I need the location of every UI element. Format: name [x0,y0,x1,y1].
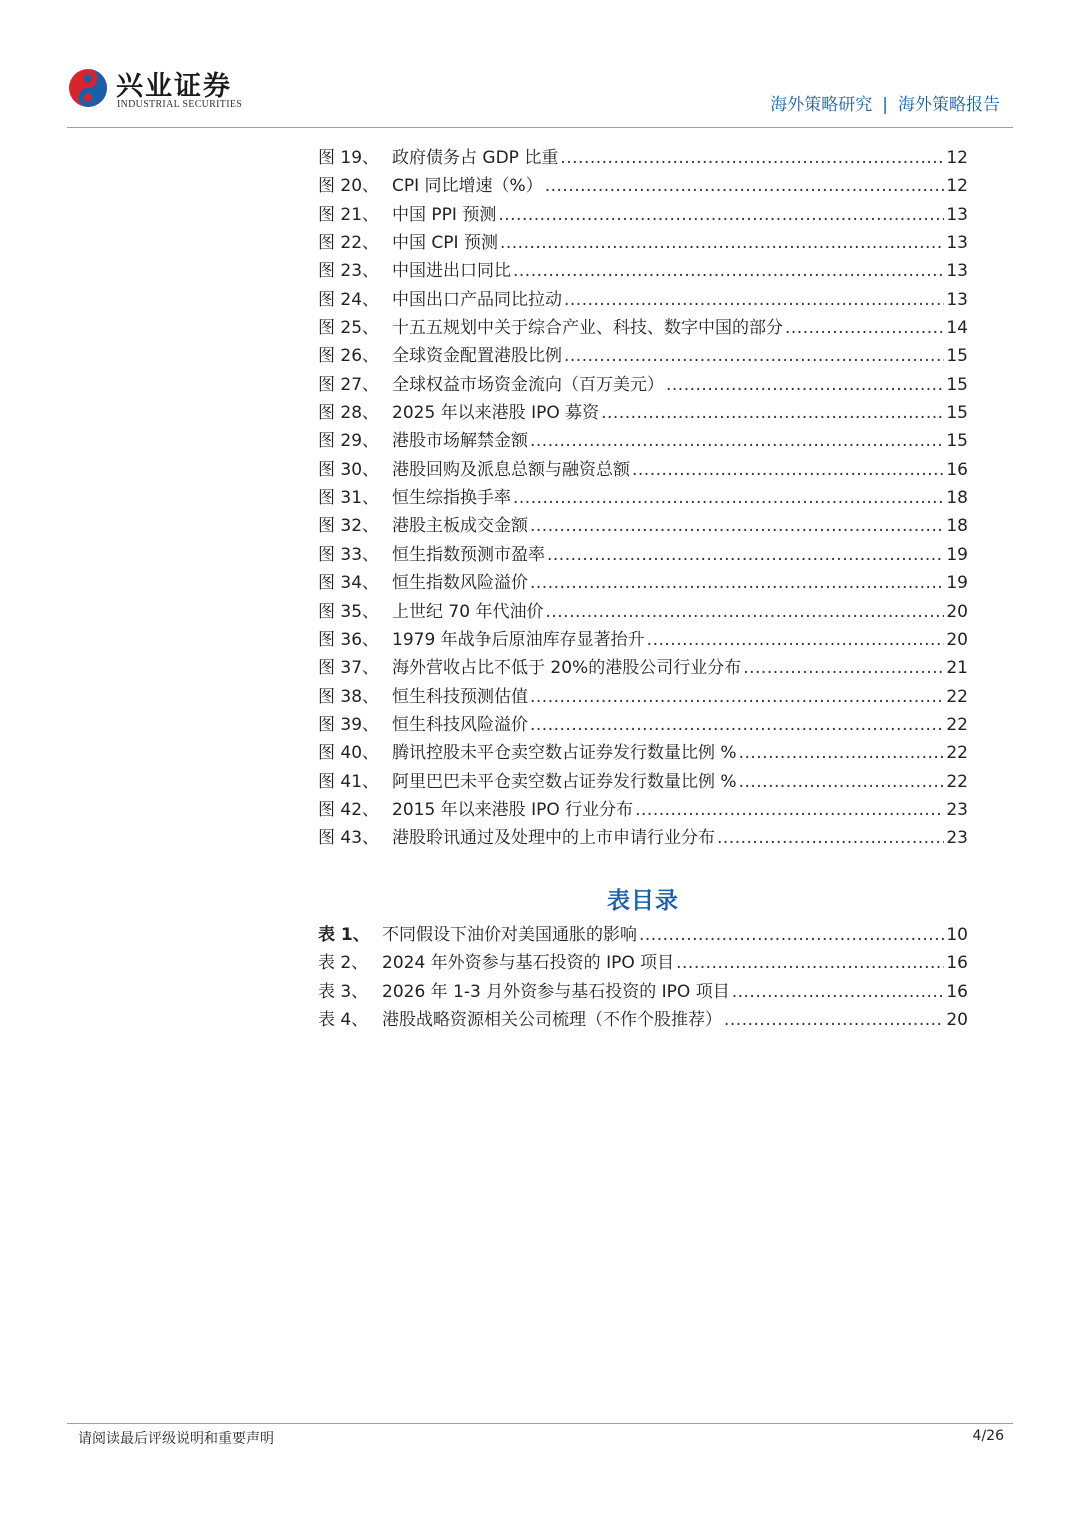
dot-leader [639,921,944,949]
brand-name-cn: 兴业证券 [116,71,232,102]
entry-title: 中国 PPI 预测 [392,204,497,225]
figure-toc-entry[interactable] [318,144,968,172]
figure-toc-entry[interactable] [318,286,968,314]
entry-number: 图 36、 [318,629,380,650]
entry-title: 海外营收占比不低于 20%的港股公司行业分布 [392,658,742,679]
entry-number: 图 30、 [318,459,380,480]
entry-page-number: 23 [946,799,968,820]
figure-toc-entry[interactable] [318,257,968,285]
dot-leader [739,739,945,767]
entry-page-number: 19 [946,573,968,594]
report-type-label: 海外策略报告 [898,95,1000,115]
industrial-securities-logo-icon [68,68,108,108]
entry-number: 表 1、 [318,925,370,945]
dot-leader [635,796,944,824]
dot-leader [666,371,944,399]
entry-title: 中国进出口同比 [392,261,511,282]
entry-title: 全球权益市场资金流向（百万美元） [392,374,664,395]
figure-toc-entry[interactable] [318,172,968,200]
entry-title: 港股主板成交金额 [392,516,528,537]
figure-toc-entry[interactable] [318,371,968,399]
entry-page-number: 19 [946,544,968,565]
entry-page-number: 16 [946,953,968,974]
entry-number: 图 19、 [318,148,380,168]
entry-page-number: 13 [946,261,968,282]
entry-number: 图 39、 [318,714,380,735]
entry-title: 2026 年 1-3 月外资参与基石投资的 IPO 项目 [382,981,730,1002]
entry-page-number: 20 [946,601,968,622]
entry-page-number: 18 [946,488,968,509]
entry-title: 恒生科技预测估值 [392,686,528,707]
entry-number: 图 42、 [318,799,380,820]
entry-number: 图 28、 [318,403,380,424]
brand-name-en: INDUSTRIAL SECURITIES [117,99,243,110]
entry-number: 图 20、 [318,176,380,197]
entry-title: 阿里巴巴未平仓卖空数占证券发行数量比例 % [392,771,737,792]
table-toc-entry[interactable] [318,1006,968,1034]
entry-title: 恒生综指换手率 [392,488,511,509]
entry-title: 上世纪 70 年代油价 [392,601,544,622]
dot-leader [530,512,944,540]
entry-number: 图 34、 [318,573,380,594]
entry-page-number: 21 [946,658,968,679]
entry-number: 图 40、 [318,743,380,764]
dot-leader [724,1006,944,1034]
figure-toc-entry[interactable] [318,399,968,427]
figure-toc-entry[interactable] [318,541,968,569]
figure-toc-entry[interactable] [318,342,968,370]
entry-page-number: 16 [946,981,968,1002]
dot-leader [601,399,944,427]
figure-toc-entry[interactable] [318,456,968,484]
figure-toc-entry[interactable] [318,484,968,512]
figure-toc-entry[interactable] [318,711,968,739]
entry-page-number: 20 [946,1010,968,1031]
entry-number: 图 23、 [318,261,380,282]
entry-number: 图 27、 [318,374,380,395]
figure-toc-entry[interactable] [318,768,968,796]
dot-leader [647,626,945,654]
figure-toc-entry[interactable] [318,626,968,654]
table-toc-entry[interactable] [318,921,968,949]
entry-title: 1979 年战争后原油库存显著抬升 [392,629,645,650]
figure-toc-entry[interactable] [318,598,968,626]
entry-number: 图 26、 [318,346,380,367]
entry-page-number: 18 [946,516,968,537]
figure-toc-entry[interactable] [318,201,968,229]
table-toc [318,921,968,1034]
entry-title: 恒生科技风险溢价 [392,714,528,735]
entry-title: 政府债务占 GDP 比重 [392,148,559,168]
dot-leader [530,427,944,455]
entry-page-number: 22 [946,743,968,764]
entry-page-number: 20 [946,629,968,650]
entry-number: 图 35、 [318,601,380,622]
entry-title: 恒生指数预测市盈率 [392,544,545,565]
header-divider [67,127,1013,128]
entry-page-number: 12 [946,148,968,168]
dot-leader [530,683,944,711]
entry-number: 图 22、 [318,233,380,254]
entry-number: 图 29、 [318,431,380,452]
figure-toc-entry[interactable] [318,683,968,711]
entry-title: 港股回购及派息总额与融资总额 [392,459,630,480]
entry-page-number: 15 [946,374,968,395]
footer-divider [67,1423,1013,1424]
entry-number: 表 4、 [318,1010,369,1031]
dot-leader [560,144,944,172]
figure-toc-entry[interactable] [318,569,968,597]
figure-toc-entry[interactable] [318,739,968,767]
dot-leader [530,711,944,739]
entry-title: 中国 CPI 预测 [392,233,498,254]
entry-page-number: 15 [946,346,968,367]
entry-number: 图 32、 [318,516,380,537]
entry-title: 2025 年以来港股 IPO 募资 [392,403,600,424]
entry-title: 港股战略资源相关公司梳理（不作个股推荐） [382,1010,722,1031]
entry-number: 图 25、 [318,318,380,339]
dot-leader [739,768,945,796]
entry-page-number: 22 [946,771,968,792]
dot-leader [513,257,944,285]
figure-toc-entry[interactable] [318,229,968,257]
entry-title: 全球资金配置港股比例 [392,346,562,367]
figure-toc-entry[interactable] [318,824,968,852]
figure-toc-entry[interactable] [318,796,968,824]
entry-title: 中国出口产品同比拉动 [392,289,562,310]
entry-title: 腾讯控股未平仓卖空数占证券发行数量比例 % [392,743,737,764]
entry-page-number: 15 [946,403,968,424]
table-toc-entry[interactable] [318,949,968,977]
entry-page-number: 16 [946,459,968,480]
entry-number: 图 38、 [318,686,380,707]
entry-page-number: 23 [946,828,968,849]
entry-page-number: 13 [946,289,968,310]
dot-leader [676,949,944,977]
dot-leader [632,456,944,484]
dot-leader [545,598,944,626]
dot-leader [498,201,944,229]
report-category [770,90,1000,115]
tables-heading: 表目录 [607,888,679,914]
entry-page-number: 15 [946,431,968,452]
table-toc-entry[interactable] [318,978,968,1006]
figure-toc-entry[interactable] [318,654,968,682]
entry-title: 不同假设下油价对美国通胀的影响 [382,925,637,945]
entry-number: 图 37、 [318,658,380,679]
footer-disclaimer: 请阅读最后评级说明和重要声明 [78,1431,274,1447]
entry-page-number: 13 [946,233,968,254]
entry-number: 图 21、 [318,204,380,225]
entry-number: 表 2、 [318,953,369,974]
entry-title: 港股市场解禁金额 [392,431,528,452]
entry-title: 恒生指数风险溢价 [392,573,528,594]
entry-title: 2015 年以来港股 IPO 行业分布 [392,799,634,820]
entry-title: 十五五规划中关于综合产业、科技、数字中国的部分 [392,318,783,339]
entry-title: 2024 年外资参与基石投资的 IPO 项目 [382,953,675,974]
dot-leader [785,314,944,342]
entry-number: 表 3、 [318,981,369,1002]
entry-number: 图 43、 [318,828,380,849]
figure-toc [318,144,968,853]
entry-number: 图 33、 [318,544,380,565]
dot-leader [564,286,944,314]
dot-leader [743,654,944,682]
dot-leader [564,342,944,370]
dot-leader [547,541,944,569]
figure-toc-entry[interactable] [318,427,968,455]
entry-number: 图 41、 [318,771,380,792]
dot-leader [545,172,945,200]
entry-page-number: 22 [946,686,968,707]
figure-toc-entry[interactable] [318,314,968,342]
dot-leader [513,484,944,512]
entry-number: 图 24、 [318,289,380,310]
entry-page-number: 10 [946,925,968,945]
entry-page-number: 13 [946,204,968,225]
dot-leader [717,824,944,852]
entry-title: 港股聆讯通过及处理中的上市申请行业分布 [392,828,715,849]
dot-leader [530,569,944,597]
entry-number: 图 31、 [318,488,380,509]
dot-leader [500,229,944,257]
entry-page-number: 22 [946,714,968,735]
entry-page-number: 12 [946,176,968,197]
page-header [0,0,1080,130]
figure-toc-entry[interactable] [318,512,968,540]
dot-leader [732,978,945,1006]
category-label: 海外策略研究 [770,95,873,115]
page-indicator: 4/26 [972,1428,1004,1444]
entry-page-number: 14 [946,318,968,339]
header-separator: | [882,95,888,115]
entry-title: CPI 同比增速（%） [392,176,543,197]
